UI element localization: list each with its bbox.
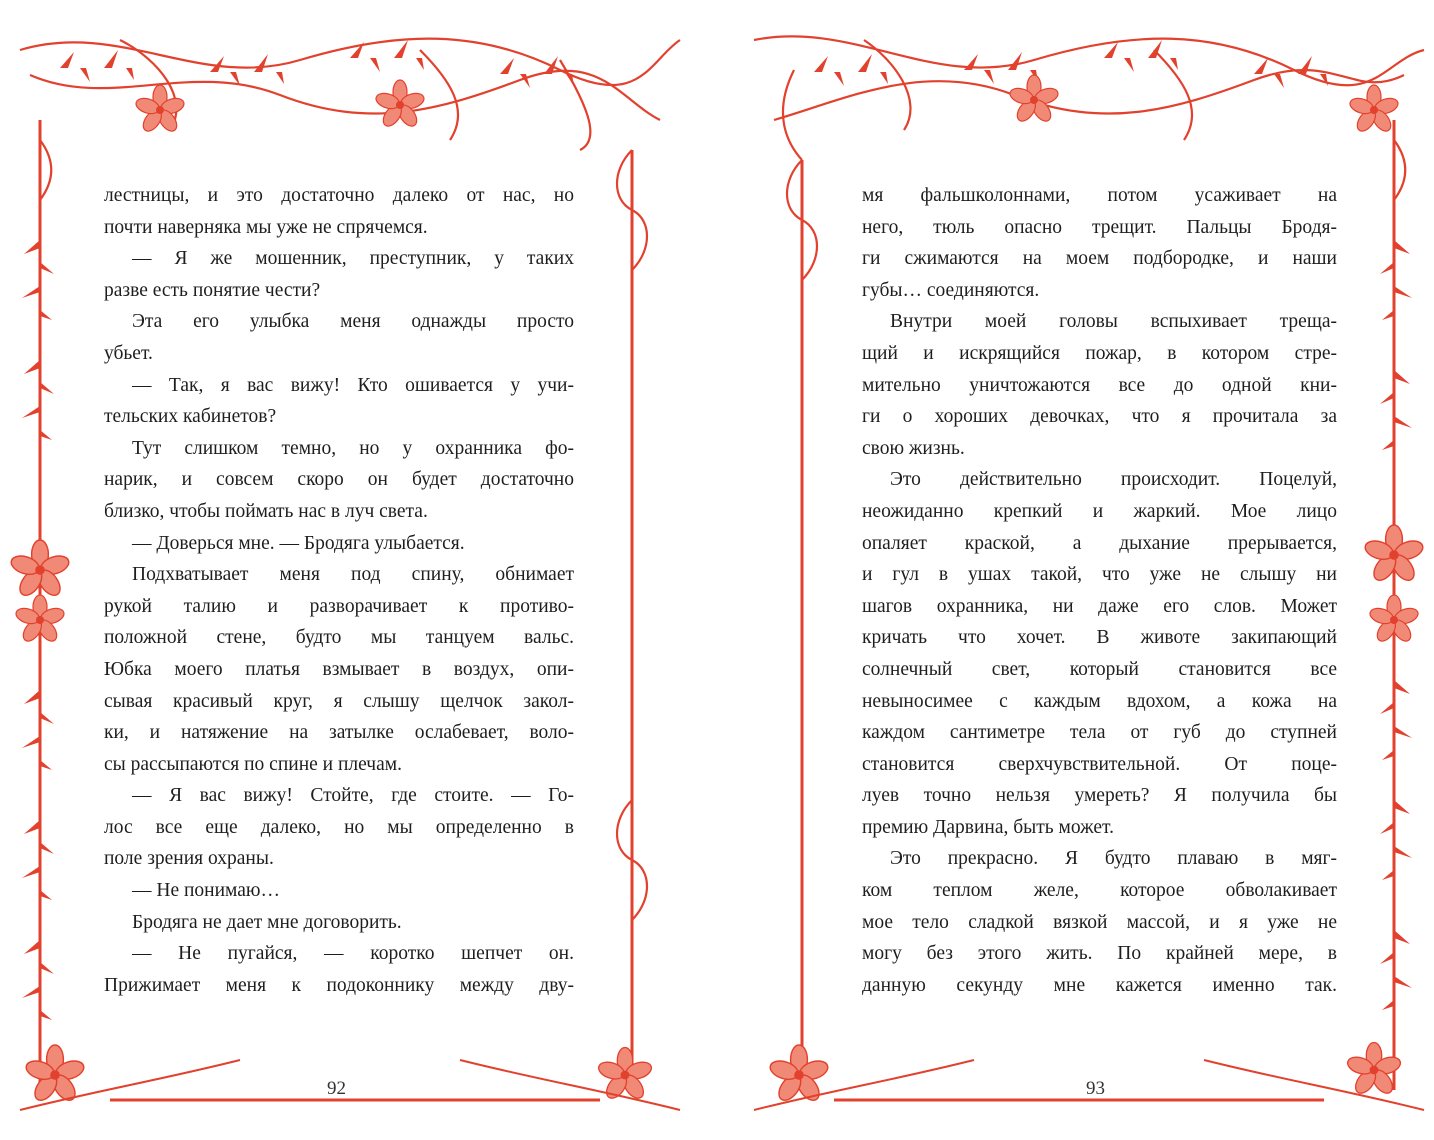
- page-left: [0, 0, 700, 1140]
- text-line: Юбка моего платья взмывает в воздух, опи-: [104, 658, 574, 680]
- text-line: Бродяга не дает мне договорить.: [132, 911, 402, 933]
- text-line: положной стене, будто мы танцуем вальс.: [104, 627, 574, 649]
- text-line: сывая красивый круг, я слышу щелчок закол-: [104, 690, 574, 712]
- text-line: — Не понимаю…: [132, 880, 280, 902]
- text-line: могу без этого жить. По крайней мере, в: [862, 943, 1337, 965]
- text-line: Подхватывает меня под спину, обнимает: [132, 564, 574, 586]
- text-line: ги о хороших девочках, что я прочитала за: [862, 406, 1337, 428]
- text-line: солнечный свет, который становится все: [862, 658, 1337, 680]
- text-line: разве есть понятие чести?: [104, 279, 321, 301]
- text-line: убьет.: [104, 342, 153, 364]
- text-line: нарик, и совсем скоро он будет достаточно: [104, 469, 574, 491]
- text-line: лос все еще далеко, но мы определенно в: [104, 816, 574, 838]
- text-line: Внутри моей головы вспыхивает треща-: [890, 311, 1337, 333]
- text-line: мое тело сладкой вязкой массой, и я уже не: [862, 911, 1337, 933]
- text-line: него, тюль опасно трещит. Пальцы Бродя-: [862, 216, 1337, 238]
- text-line: губы… соединяются.: [862, 279, 1040, 301]
- text-line: — Не пугайся, — коротко шепчет он.: [132, 943, 574, 965]
- text-line: премию Дарвина, быть может.: [862, 816, 1114, 838]
- text-line: Тут слишком темно, но у охранника фо-: [132, 437, 574, 459]
- page-right: [734, 0, 1434, 1140]
- text-line: свою жизнь.: [862, 437, 965, 459]
- left-page-text: [104, 180, 574, 1001]
- text-line: — Я вас вижу! Стойте, где стоите. — Го-: [132, 785, 574, 807]
- text-line: близко, чтобы поймать нас в луч света.: [104, 500, 428, 522]
- text-line: ги сжимаются на моем подбородке, и наши: [862, 248, 1337, 270]
- text-line: тельских кабинетов?: [104, 406, 277, 428]
- text-line: шагов охранника, ни даже его слов. Может: [862, 595, 1337, 617]
- text-line: луев точно нельзя умереть? Я получила бы: [862, 785, 1337, 807]
- text-line: Прижимает меня к подоконнику между дву-: [104, 974, 574, 996]
- text-line: почти наверняка мы уже не спрячемся.: [104, 216, 428, 238]
- text-line: лестницы, и это достаточно далеко от нас, но: [104, 185, 574, 206]
- text-line: сы рассыпаются по спине и плечам.: [104, 753, 402, 775]
- text-line: и гул в ушах такой, что уже не слышу ни: [862, 564, 1337, 586]
- text-line: Это прекрасно. Я будто плаваю в мяг-: [890, 848, 1337, 870]
- right-page-text: [862, 180, 1337, 1001]
- text-line: кричать что хочет. В животе закипающий: [862, 627, 1337, 649]
- text-line: опаляет краской, а дыхание прерывается,: [862, 532, 1337, 554]
- text-line: ки, и натяжение на затылке ослабевает, воло-: [104, 722, 574, 744]
- text-line: поле зрения охраны.: [104, 848, 274, 870]
- text-line: ком теплом желе, которое обволакивает: [862, 880, 1337, 902]
- text-line: Это действительно происходит. Поцелуй,: [890, 469, 1337, 491]
- text-line: мя фальшколоннами, потом усаживает на: [862, 185, 1337, 206]
- text-line: неожиданно крепкий и жаркий. Мое лицо: [862, 500, 1337, 522]
- text-line: — Доверься мне. — Бродяга улыбается.: [132, 532, 465, 554]
- text-line: становится сверхчувствительной. От поце-: [862, 753, 1337, 775]
- page-number-left: 92: [327, 1078, 346, 1099]
- text-line: каждом сантиметре тела от губ до ступней: [862, 722, 1337, 744]
- text-line: рукой талию и разворачивает к противо-: [104, 595, 574, 617]
- text-line: Эта его улыбка меня однажды просто: [132, 311, 574, 333]
- text-line: мительно уничтожаются все до одной кни-: [862, 374, 1337, 396]
- text-line: — Я же мошенник, преступник, у таких: [132, 248, 574, 270]
- text-line: невыносимее с каждым вдохом, а кожа на: [862, 690, 1337, 712]
- text-line: щий и искрящийся пожар, в котором стре-: [862, 342, 1337, 364]
- text-line: данную секунду мне кажется именно так.: [862, 974, 1337, 996]
- text-line: — Так, я вас вижу! Кто ошивается у учи-: [132, 374, 574, 396]
- page-number-right: 93: [1086, 1078, 1105, 1099]
